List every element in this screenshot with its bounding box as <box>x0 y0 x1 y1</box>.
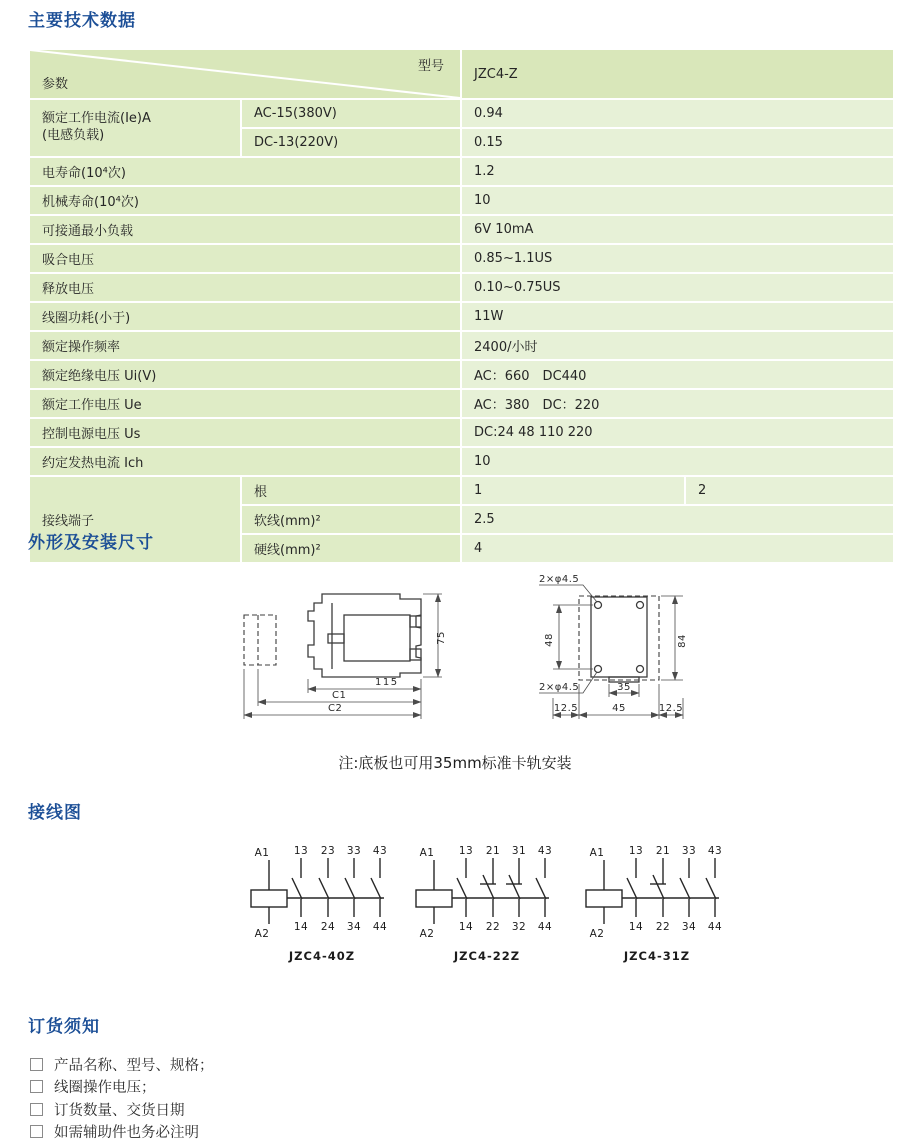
svg-text:44: 44 <box>537 921 553 933</box>
param-label: 可接通最小负载 <box>30 216 460 243</box>
svg-text:43: 43 <box>372 845 388 857</box>
diagram-model-label: JZC4-40Z <box>288 949 356 963</box>
svg-text:14: 14 <box>458 921 474 933</box>
svg-text:43: 43 <box>537 845 553 857</box>
section-title-dimensions: 外形及安装尺寸 <box>28 533 154 553</box>
param-value: 1 <box>462 477 684 504</box>
dimension-lines <box>544 596 688 719</box>
list-item <box>30 1121 214 1144</box>
param-value: 2.5 <box>462 506 893 533</box>
diagram-model-label: JZC4-22Z <box>453 949 521 963</box>
param-value: 11W <box>462 303 893 330</box>
coil-terminal-a2: A2 <box>589 928 605 940</box>
svg-text:33: 33 <box>681 845 697 857</box>
coil <box>251 847 384 940</box>
svg-text:24: 24 <box>320 921 336 933</box>
svg-text:34: 34 <box>681 921 697 933</box>
dim-label-48: 48 <box>544 633 555 647</box>
contact-no <box>536 845 552 933</box>
coil <box>586 847 719 940</box>
section-title-ordering: 订货须知 <box>28 1017 100 1037</box>
svg-text:14: 14 <box>628 921 644 933</box>
svg-text:22: 22 <box>655 921 671 933</box>
svg-text:32: 32 <box>511 921 527 933</box>
contact-nc <box>480 845 500 933</box>
checkbox-icon <box>30 1103 43 1116</box>
table-row <box>30 332 893 359</box>
contact-no <box>371 845 387 933</box>
diagonal-divider <box>30 50 460 98</box>
svg-text:23: 23 <box>320 845 336 857</box>
contact-no <box>627 845 643 933</box>
svg-text:13: 13 <box>628 845 644 857</box>
param-label: 电寿命(10⁴次) <box>30 158 460 185</box>
param-label: 约定发热电流 Ich <box>30 448 460 475</box>
param-label: 控制电源电压 Us <box>30 419 460 446</box>
table-header-row <box>30 50 893 98</box>
coil-terminal-a2: A2 <box>419 928 435 940</box>
hole-label-top: 2×φ4.5 <box>539 574 580 585</box>
model-header-label: 型号 <box>417 59 444 74</box>
param-model-header-cell <box>30 50 460 98</box>
table-row <box>30 390 893 417</box>
sub-param-label: DC-13(220V) <box>242 129 460 156</box>
param-header-label: 参数 <box>42 77 69 92</box>
contact-no <box>457 845 473 933</box>
table-row <box>30 419 893 446</box>
list-item <box>30 1053 214 1076</box>
dim-label-c2: C2 <box>328 703 343 714</box>
list-item <box>30 1098 214 1121</box>
svg-text:44: 44 <box>707 921 723 933</box>
coil-terminal-a1: A1 <box>254 847 270 859</box>
param-label: 吸合电压 <box>30 245 460 272</box>
svg-text:21: 21 <box>655 845 671 857</box>
param-value: 0.94 <box>462 100 893 127</box>
contact-no <box>319 845 335 933</box>
svg-text:44: 44 <box>372 921 388 933</box>
dim-label-75: 75 <box>436 631 447 645</box>
terminal-group-label: 接线端子 <box>30 477 240 562</box>
table-row <box>30 187 893 214</box>
table-row <box>30 100 893 127</box>
contact-nc <box>506 845 526 933</box>
table-row <box>30 245 893 272</box>
param-value: 0.15 <box>462 129 893 156</box>
contact-nc <box>650 845 670 933</box>
table-row <box>30 477 893 504</box>
dim-label-c1: C1 <box>332 690 347 701</box>
svg-text:14: 14 <box>293 921 309 933</box>
coil <box>416 847 549 940</box>
param-value: 0.85~1.1US <box>462 245 893 272</box>
hole-label-bottom: 2×φ4.5 <box>539 682 580 693</box>
table-row <box>30 158 893 185</box>
param-value: DC:24 48 110 220 <box>462 419 893 446</box>
dim-label-84: 84 <box>677 634 688 648</box>
wiring-diagram-jzc4-31z <box>578 840 736 965</box>
param-label: 机械寿命(10⁴次) <box>30 187 460 214</box>
side-view-drawing <box>232 585 467 740</box>
section-title-wiring: 接线图 <box>28 803 82 823</box>
checkbox-icon <box>30 1080 43 1093</box>
contact-no <box>680 845 696 933</box>
checkbox-icon <box>30 1058 43 1071</box>
order-item-text: 产品名称、型号、规格； <box>54 1057 214 1074</box>
dim-label-45: 45 <box>612 703 626 714</box>
mounting-drawing <box>505 566 720 742</box>
svg-text:43: 43 <box>707 845 723 857</box>
svg-text:13: 13 <box>293 845 309 857</box>
wiring-diagram-jzc4-40z <box>243 840 401 965</box>
coil-terminal-a1: A1 <box>589 847 605 859</box>
sub-param-label: 软线(mm)² <box>242 506 460 533</box>
dim-label-12-5-left: 12.5 <box>553 703 579 714</box>
param-value: 2400/小时 <box>462 332 893 359</box>
table-row <box>30 274 893 301</box>
svg-text:13: 13 <box>458 845 474 857</box>
coil-terminal-a2: A2 <box>254 928 270 940</box>
wiring-diagram-jzc4-22z <box>408 840 566 965</box>
contact-no <box>706 845 722 933</box>
dim-label-115: 115 <box>375 677 399 688</box>
diagram-model-label: JZC4-31Z <box>623 949 691 963</box>
param-label: 线圈功耗(小于) <box>30 303 460 330</box>
svg-text:22: 22 <box>485 921 501 933</box>
table-row <box>30 361 893 388</box>
param-value: 2 <box>686 477 893 504</box>
param-value: 0.10~0.75US <box>462 274 893 301</box>
param-value: AC：660 DC440 <box>462 361 893 388</box>
order-item-text: 订货数量、交货日期 <box>54 1102 185 1119</box>
contact-no <box>292 845 308 933</box>
param-label: 额定操作频率 <box>30 332 460 359</box>
param-label: 释放电压 <box>30 274 460 301</box>
model-value-cell: JZC4-Z <box>462 50 893 98</box>
svg-text:31: 31 <box>511 845 527 857</box>
param-value: 1.2 <box>462 158 893 185</box>
rated-current-group-label: 额定工作电流(Ie)A (电感负载) <box>30 100 240 156</box>
svg-text:33: 33 <box>346 845 362 857</box>
dim-label-12-5-right: 12.5 <box>658 703 684 714</box>
order-item-text: 如需辅助件也务必注明 <box>54 1125 199 1142</box>
accessory-dashed-outline <box>244 615 276 665</box>
contactor-body-outline <box>308 594 421 677</box>
technical-data-table <box>28 48 895 564</box>
mounting-note: 注:底板也可用35mm标准卡轨安装 <box>338 754 572 772</box>
dim-label-35: 35 <box>617 682 631 693</box>
param-value: 10 <box>462 187 893 214</box>
sub-param-label: 根 <box>242 477 460 504</box>
coil-terminal-a1: A1 <box>419 847 435 859</box>
param-value: 10 <box>462 448 893 475</box>
param-label: 额定绝缘电压 Ui(V) <box>30 361 460 388</box>
section-title-technical-data: 主要技术数据 <box>28 11 136 31</box>
ordering-checklist <box>30 1053 214 1143</box>
table-row <box>30 216 893 243</box>
list-item <box>30 1076 214 1099</box>
svg-text:34: 34 <box>346 921 362 933</box>
table-row <box>30 448 893 475</box>
param-value: AC：380 DC：220 <box>462 390 893 417</box>
sub-param-label: 硬线(mm)² <box>242 535 460 562</box>
sub-param-label: AC-15(380V) <box>242 100 460 127</box>
param-value: 6V 10mA <box>462 216 893 243</box>
param-label: 额定工作电压 Ue <box>30 390 460 417</box>
param-value: 4 <box>462 535 893 562</box>
contact-no <box>345 845 361 933</box>
svg-text:21: 21 <box>485 845 501 857</box>
table-row <box>30 303 893 330</box>
checkbox-icon <box>30 1125 43 1138</box>
order-item-text: 线圈操作电压； <box>54 1080 156 1097</box>
